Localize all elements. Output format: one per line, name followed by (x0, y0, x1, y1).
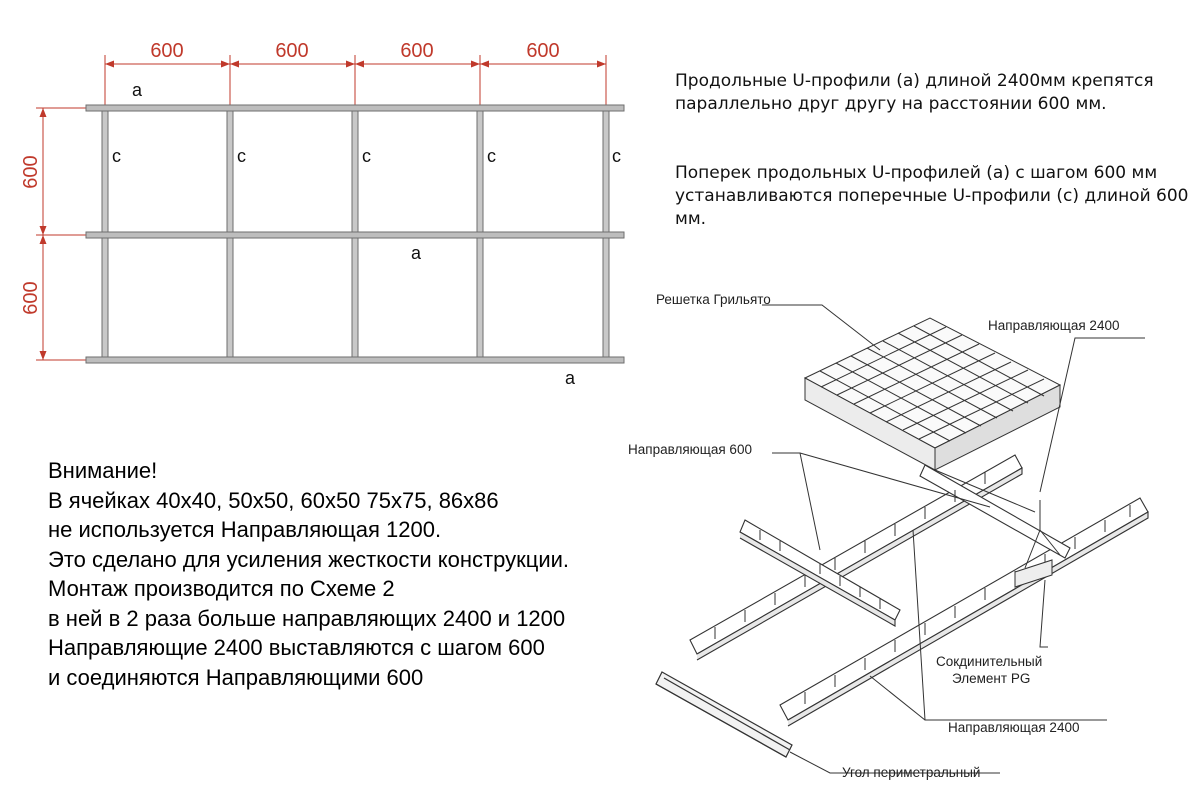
profile-a-middle (86, 232, 624, 238)
note-line-2: В ячейках 40х40, 50х50, 60х50 75х75, 86х86 (48, 487, 499, 513)
note-line-4: Это сделано для усиления жесткости конструкции. (48, 546, 570, 572)
profile-a-bottom (86, 357, 624, 363)
callout-guide-2400-bottom: Направляющая 2400 (948, 720, 1080, 735)
label-a-middle: a (411, 243, 422, 263)
guide-2400-bottom (780, 498, 1148, 726)
note-line-6: в ней в 2 раза больше направляющих 2400 и 1200 (48, 605, 566, 631)
callout-grille: Решетка Грильято (656, 292, 771, 307)
label-c-5: c (612, 146, 621, 166)
label-a-bottom: a (565, 368, 576, 388)
note-line-1: Внимание! (48, 458, 158, 483)
top-dim-1: 600 (150, 40, 184, 62)
callout-connector-line2: Элемент PG (952, 671, 1031, 686)
top-dimension-line (105, 55, 606, 108)
perimeter-angle (656, 672, 792, 757)
description-paragraph-1: Продольные U-профили (а) длиной 2400мм крепятся параллельно друг другу на расстоянии 600 мм. (675, 71, 1154, 114)
note-line-7: Направляющие 2400 выставляются с шагом 600 (48, 635, 545, 660)
label-c-3: c (362, 146, 371, 166)
callout-guide-600: Направляющая 600 (628, 442, 752, 457)
note-line-8: и соединяются Направляющими 600 (48, 664, 424, 690)
plan-view (20, 40, 624, 388)
side-dim-2: 600 (20, 281, 42, 315)
label-a-top: a (132, 80, 143, 100)
side-dimension-line (36, 108, 86, 360)
label-c-4: c (487, 146, 496, 166)
callout-perimeter-angle: Угол периметральный (842, 765, 981, 780)
attention-note (48, 456, 569, 692)
callout-guide-2400-top: Направляющая 2400 (988, 318, 1120, 333)
top-dim-3: 600 (400, 40, 434, 62)
note-line-3: не используется Направляющая 1200. (48, 517, 442, 542)
callout-connector-line1: Сокдинительный (936, 654, 1043, 669)
assembly-view (628, 292, 1148, 780)
side-dim-1: 600 (20, 155, 42, 189)
top-dim-2: 600 (275, 40, 309, 62)
note-line-5: Монтаж производится по Схеме 2 (48, 576, 395, 601)
label-c-1: c (112, 146, 121, 166)
description-paragraph-2: Поперек продольных U-профилей (а) с шагом 600 мм устанавливаются поперечные U-профили (с) длиной 600 мм. (675, 163, 1189, 229)
top-dim-4: 600 (526, 40, 560, 62)
guide-slots (715, 472, 1130, 704)
profile-a-top (86, 105, 624, 111)
label-c-2: c (237, 146, 246, 166)
